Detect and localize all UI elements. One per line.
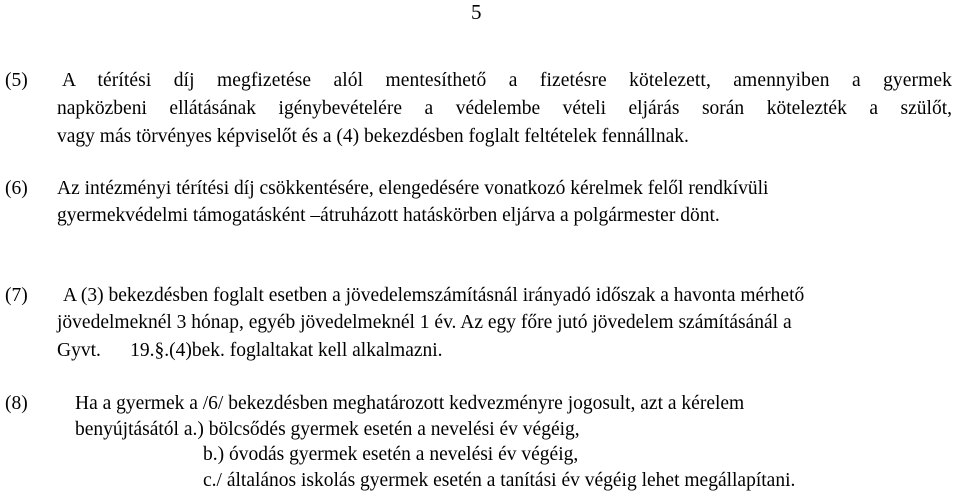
- paragraph-line: Az intézményi térítési díj csökkentésére, elengedésére vonatkozó kérelmek felől rendkívüli: [57, 178, 769, 199]
- paragraph-number: (7): [5, 285, 28, 306]
- paragraph-line: vagy más törvényes képviselőt és a (4) bekezdésben foglalt feltételek fennállnak.: [57, 126, 689, 147]
- paragraph-line: Gyvt. 19.§.(4)bek. foglaltakat kell alkalmazni.: [57, 340, 443, 361]
- paragraph-line: napközbeni ellátásának igénybevételére a védelembe vételi eljárás során kötelezték a szülőt,: [57, 98, 952, 119]
- paragraph-number: (5): [5, 70, 28, 91]
- paragraph-line: benyújtásától a.) bölcsődés gyermek esetén a nevelési év végéig,: [75, 419, 580, 440]
- paragraph-line: A (3) bekezdésben foglalt esetben a jövedelemszámításnál irányadó időszak a havonta mérhető: [63, 285, 805, 306]
- page-number: 5: [471, 0, 482, 24]
- paragraph-number: (6): [5, 178, 28, 199]
- paragraph-line: jövedelmeknél 3 hónap, egyéb jövedelmeknél 1 év. Az egy főre jutó jövedelem számításánál a: [57, 312, 792, 333]
- paragraph-line: c./ általános iskolás gyermek esetén a tanítási év végéig lehet megállapítani.: [203, 470, 796, 491]
- paragraph-line: A térítési díj megfizetése alól mentesíthető a fizetésre kötelezett, amennyiben a gyermek: [62, 70, 952, 91]
- paragraph-line: gyermekvédelmi támogatásként –átruházott hatáskörben eljárva a polgármester dönt.: [57, 205, 720, 226]
- paragraph-line: Ha a gyermek a /6/ bekezdésben meghatározott kedvezményre jogosult, azt a kérelem: [75, 393, 745, 414]
- paragraph-number: (8): [5, 393, 28, 414]
- paragraph-line: b.) óvodás gyermek esetén a nevelési év végéig,: [203, 444, 579, 465]
